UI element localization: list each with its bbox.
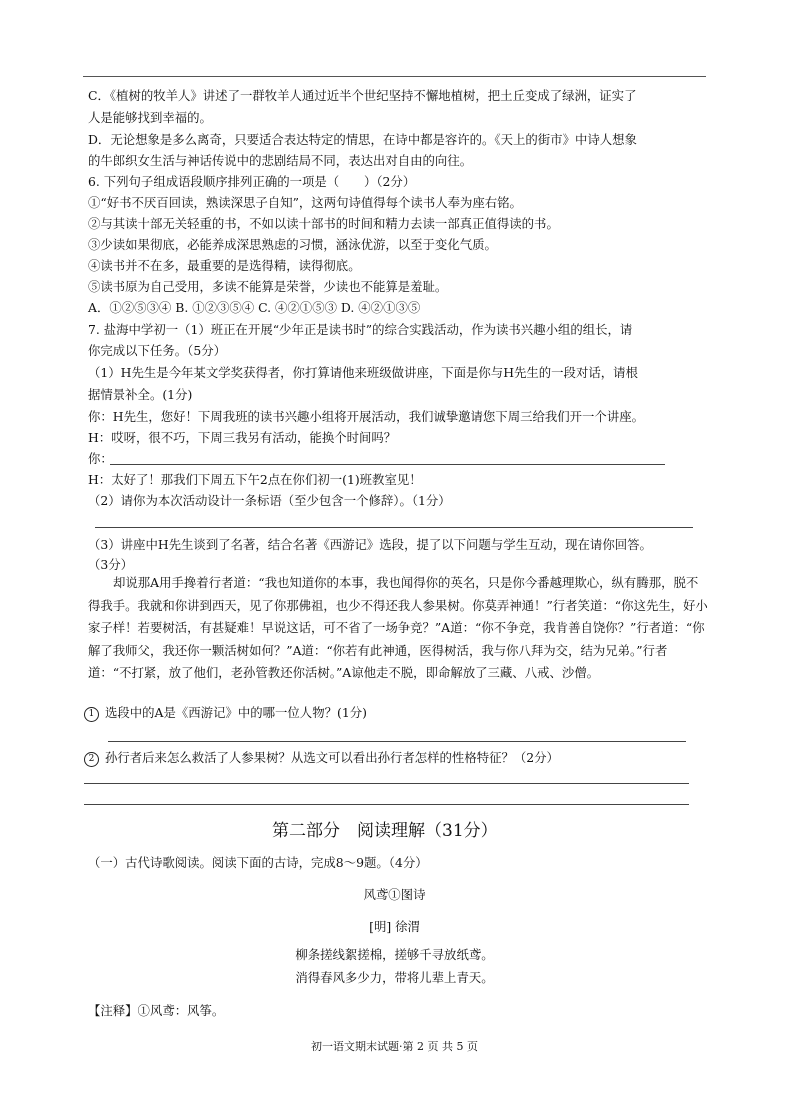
answer-blank-sub2-b[interactable] [84,804,689,805]
answer-blank-sub2-a[interactable] [84,783,689,784]
dialogue-you-1: 你：H先生，您好！下周我班的读书兴趣小组将开展活动，我们诚挚邀请您下周三给我们开一个讲座。 [88,409,644,424]
circled-number-2: 2 [84,752,99,767]
sentence-4: ④读书并不在多，最重要的是选得精，读得彻底。 [88,258,361,273]
part-1-line1: （1）H先生是今年某文学奖获得者，你打算请他来班级做讲座，下面是你与H先生的一段对话，请根 [88,365,638,380]
question-6-options: A．①②⑤③④ B. ①②③⑤④ C. ④②①⑤③ D. ④②①③⑤ [88,300,421,315]
poem-note: 【注释】①风鸢：风筝。 [88,1003,225,1018]
part-2: （2）请你为本次活动设计一条标语（至少包含一个修辞）。（1分） [88,493,451,508]
option-d-line1: D．无论想象是多么离奇，只要适合表达特定的情思，在诗中都是容许的。《天上的街市》中诗人想象 [88,132,637,147]
question-6: 6. 下列句子组成语段顺序排列正确的一项是（ ）（2分） [88,174,416,189]
sentence-2: ②与其读十部无关轻重的书，不如以读十部书的时间和精力去读一部真正值得读的书。 [88,216,559,231]
dialogue-you-2: 你： [88,451,113,466]
part-3-line2: （3分） [88,557,134,572]
option-d-line2: 的牛郎织女生活与神话传说中的悲剧结局不同，表达出对自由的向往。 [88,153,473,168]
circled-number-1: 1 [84,707,99,722]
answer-blank-slogan[interactable] [95,527,693,528]
part-3-line1: （3）讲座中H先生谈到了名著，结合名著《西游记》选段，提了以下问题与学生互动，现在请你回答。 [88,537,652,552]
poem-author: [明] 徐渭 [369,919,420,934]
sentence-1: ①“好书不厌百回读，熟读深思子自知”，这两句诗值得每个读书人奉为座右铭。 [88,195,522,210]
poem-line-1: 柳条搓线絮搓棉，搓够千寻放纸鸢。 [295,947,494,962]
poem-title: 风鸢①图诗 [363,887,426,902]
xiyouji-passage: 却说那A用手搀着行者道：“我也知道你的本事，我也闻得你的英名，只是你今番越理欺心，纵有腾那，脱不得我手。我就和你讲到西天，见了你那佛祖，也少不得还我人参果树。你莫弄神通！”行者笑道：“你这先生，好小家子样！若要树活，有甚疑难！早说这话，可不省了一场争竞？”A道：“你不争竞，我肯善自饶你？”行者道：“你解了我师父，我还你一颗活树如何？”A道：“你若有此神通，医得树活，我与你八拜为交，结为兄弟。”行者道：“不打紧，放了他们，老孙管教还你活树。”A谅他走不脱，即命解放了三藏、八戒、沙僧。 [88,575,708,680]
sub-question-1 [84,704,367,722]
sub-question-1-text: 选段中的A是《西游记》中的哪一位人物？(1分) [105,705,367,720]
option-c-line1: C．《植树的牧羊人》讲述了一群牧羊人通过近半个世纪坚持不懈地植树，把土丘变成了绿洲，证实了 [88,88,637,103]
page-footer: 初一语文期末试题·第 2 页 共 5 页 [311,1040,478,1053]
question-7-line2: 你完成以下任务。（5分） [88,343,226,358]
sub-question-2-text: 孙行者后来怎么救活了人参果树？从选文可以看出孙行者怎样的性格特征？（2分） [105,750,559,765]
sub-question-2 [84,749,559,767]
sentence-5: ⑤读书原为自己受用，多读不能算是荣誉，少读也不能算是羞耻。 [88,279,448,294]
sentence-3: ③少读如果彻底，必能养成深思熟虑的习惯，涵泳优游，以至于变化气质。 [88,237,497,252]
section-2-title: 第二部分 阅读理解（31分） [272,821,498,841]
dialogue-h-2: H：太好了！那我们下周五下午2点在你们初一(1)班教室见！ [88,472,422,487]
answer-blank-sub1[interactable] [108,741,686,742]
part-1-line2: 据情景补全。(1分) [88,387,193,402]
poem-line-2: 消得春风多少力，带将儿辈上青天。 [295,970,494,985]
top-rule [83,76,706,77]
option-c-line2: 人是能够找到幸福的。 [88,110,212,125]
question-7-line1: 7. 盐海中学初一（1）班正在开展“少年正是读书时”的综合实践活动，作为读书兴趣小组的组长，请 [88,322,633,337]
dialogue-h-1: H：哎呀，很不巧，下周三我另有活动，能换个时间吗？ [88,430,397,445]
section-2-intro: （一）古代诗歌阅读。阅读下面的古诗，完成8～9题。（4分） [88,855,428,870]
answer-blank-dialogue[interactable] [110,464,665,465]
